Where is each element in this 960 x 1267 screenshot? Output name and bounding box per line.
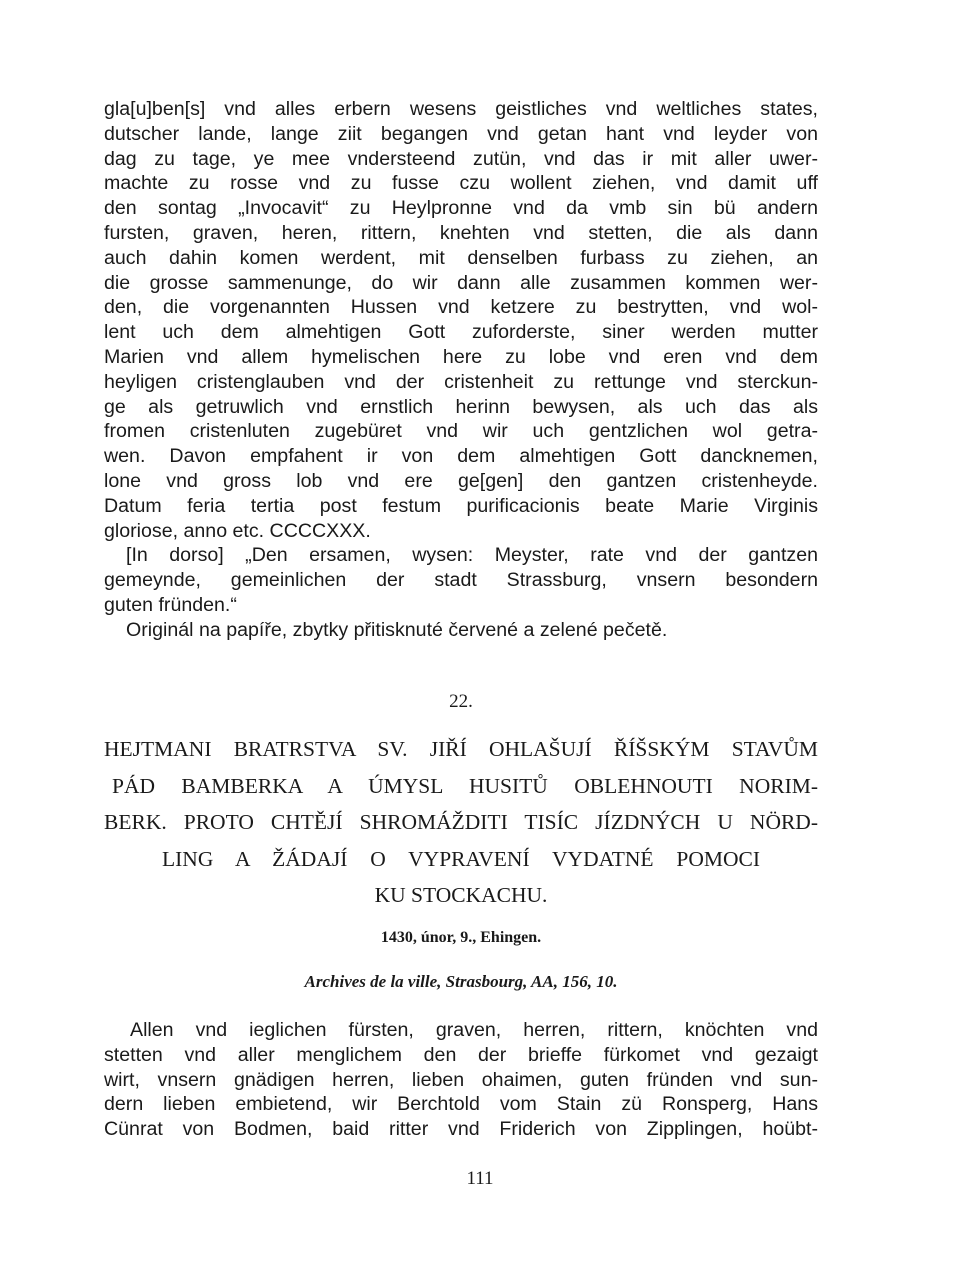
body-line: dutscher lande, lange ziit begangen vnd getan hant vnd leyder von (104, 122, 818, 145)
page-number: 111 (466, 1168, 494, 1189)
letter-body (104, 1018, 818, 1142)
body-line: Marien vnd allem hymelischen here zu lobe vnd eren vnd dem (104, 345, 818, 368)
heading-line: LING A ŽÁDAJÍ O VYPRAVENÍ VYDATNÉ POMOCI (162, 846, 760, 871)
archive-reference: Archives de la ville, Strasbourg, AA, 156, 10. (304, 972, 618, 991)
body-line: dag zu tage, ye mee vndersteend zutün, vnd das ir mit aller uwer- (104, 147, 818, 170)
body-line: Datum feria tertia post festum purificacionis beate Marie Virginis (104, 494, 818, 517)
body-line: fromen cristenluten zugebüret vnd wir uch gentzlichen wol getra- (104, 420, 818, 443)
body-line: lone vnd gross lob vnd ere ge[gen] den gantzen cristenheyde. (104, 469, 818, 492)
dorso-line: [In dorso] „Den ersamen, wysen: Meyster, rate vnd der gantzen (126, 544, 818, 567)
body-line: gla[u]ben[s] vnd alles erbern wesens geistliches vnd weltliches states, (104, 98, 818, 120)
letter-line: Allen vnd ieglichen fürsten, graven, herren, rittern, knöchten vnd (130, 1019, 818, 1041)
body-line: machte zu rosse vnd zu fusse czu wollent ziehen, vnd damit uff (104, 172, 818, 195)
body-line: fursten, graven, heren, rittern, knehten vnd stetten, die als dann (104, 221, 818, 244)
letter-line: dern lieben embietend, wir Berchtold vom Stain zü Ronsperg, Hans (104, 1093, 818, 1116)
body-line: lent uch dem almehtigen Gott zuforderste, siner werden mutter (104, 321, 818, 344)
dorso-line: guten fründen.“ (104, 593, 237, 616)
date-place: 1430, únor, 9., Ehingen. (380, 929, 542, 946)
letter-line: wirt, vnsern gnädigen herren, lieben ohaimen, guten fründen vnd sun- (104, 1068, 818, 1091)
body-line: gloriose, anno etc. CCCCXXX. (104, 519, 371, 542)
document-number: 22. (449, 691, 473, 712)
body-line: heyligen cristenglauben vnd der cristenheit zu rettunge vnd sterckun- (104, 370, 818, 393)
body-line: wen. Davon empfahent ir von dem almehtigen Gott dancknemen, (104, 445, 818, 468)
heading-line: BERK. PROTO CHTĚJÍ SHROMÁŽDITI TISÍC JÍZDNÝCH U NÖRD- (104, 810, 818, 834)
body-line: den sontag „Invocavit“ zu Heylpronne vnd da vmb sin bü andern (104, 197, 818, 220)
letter-line: stetten vnd aller menglichem den der brieffe fürkomet vnd gezaigt (104, 1043, 818, 1066)
heading-line: HEJTMANI BRATRSTVA SV. JIŘÍ OHLAŠUJÍ ŘÍŠSKÝM STAVŮM (104, 737, 818, 761)
document-page (104, 97, 818, 1141)
body-line: den, die vorgenannten Hussen vnd ketzere zu bestrytten, vnd wol- (104, 296, 818, 319)
document-heading (104, 731, 818, 914)
heading-line: PÁD BAMBERKA A ÚMYSL HUSITŮ OBLEHNOUTI NORIM- (112, 773, 818, 798)
dorso-address (104, 543, 818, 617)
body-line: auch dahin komen werdent, mit denselben furbass zu ziehen, an (104, 246, 818, 269)
letter-body-continued (104, 97, 818, 543)
letter-line: Cünrat von Bodmen, baid ritter vnd Friderich von Zipplingen, hoübt- (104, 1118, 818, 1141)
dorso-line: gemeynde, gemeinlichen der stadt Strassburg, vnsern besondern (104, 569, 818, 592)
heading-line: KU STOCKACHU. (374, 883, 548, 907)
body-line: ge als getruwlich vnd ernstlich herinn bewysen, als uch das als (104, 395, 818, 418)
body-line: die grosse sammenunge, do wir dann alle zusammen kommen wer- (104, 271, 818, 294)
original-note: Originál na papíře, zbytky přitisknuté červené a zelené pečetě. (126, 618, 668, 641)
